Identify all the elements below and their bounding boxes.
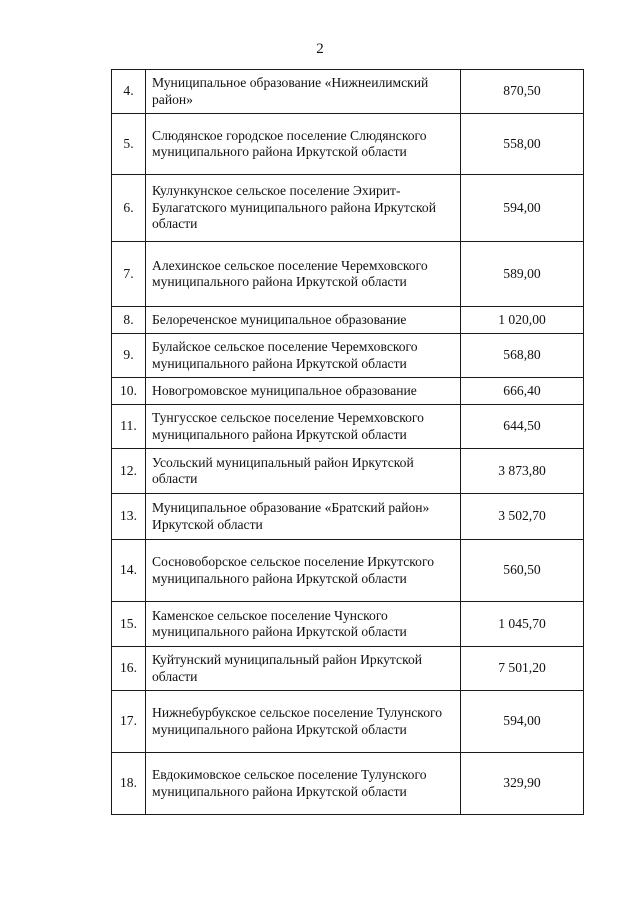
municipality-name: Нижнебурбукское сельское поселение Тулунского муниципального района Иркутской области <box>146 691 461 753</box>
page-number: 2 <box>316 41 324 57</box>
row-number: 9. <box>112 334 146 378</box>
amount-value: 870,50 <box>461 70 584 114</box>
table-row <box>112 405 584 449</box>
municipality-name: Алехинское сельское поселение Черемховского муниципального района Иркутской области <box>146 242 461 307</box>
row-number: 12. <box>112 449 146 494</box>
row-number: 7. <box>112 242 146 307</box>
row-number: 6. <box>112 175 146 242</box>
row-number: 4. <box>112 70 146 114</box>
amount-value: 589,00 <box>461 242 584 307</box>
amount-value: 558,00 <box>461 114 584 175</box>
amount-value: 644,50 <box>461 405 584 449</box>
municipality-name: Тунгусское сельское поселение Черемховского муниципального района Иркутской области <box>146 405 461 449</box>
municipality-name: Белореченское муниципальное образование <box>146 307 461 334</box>
row-number: 18. <box>112 753 146 815</box>
table-row <box>112 449 584 494</box>
municipality-name: Усольский муниципальный район Иркутской области <box>146 449 461 494</box>
amount-value: 568,80 <box>461 334 584 378</box>
row-number: 11. <box>112 405 146 449</box>
amount-value: 594,00 <box>461 175 584 242</box>
table-row <box>112 378 584 405</box>
table-row <box>112 753 584 815</box>
amount-value: 329,90 <box>461 753 584 815</box>
row-number: 13. <box>112 494 146 540</box>
municipality-name: Евдокимовское сельское поселение Тулунского муниципального района Иркутской области <box>146 753 461 815</box>
row-number: 15. <box>112 602 146 647</box>
table-row <box>112 307 584 334</box>
amount-value: 3 873,80 <box>461 449 584 494</box>
amount-value: 1 020,00 <box>461 307 584 334</box>
municipality-name: Слюдянское городское поселение Слюдянского муниципального района Иркутской области <box>146 114 461 175</box>
amount-value: 7 501,20 <box>461 647 584 691</box>
amount-value: 1 045,70 <box>461 602 584 647</box>
municipality-name: Муниципальное образование «Нижнеилимский район» <box>146 70 461 114</box>
municipality-name: Куйтунский муниципальный район Иркутской области <box>146 647 461 691</box>
row-number: 8. <box>112 307 146 334</box>
row-number: 16. <box>112 647 146 691</box>
allocation-table <box>111 69 584 815</box>
amount-value: 560,50 <box>461 540 584 602</box>
row-number: 14. <box>112 540 146 602</box>
table-row <box>112 334 584 378</box>
table-row <box>112 175 584 242</box>
table-row <box>112 540 584 602</box>
row-number: 5. <box>112 114 146 175</box>
table-row <box>112 70 584 114</box>
table-row <box>112 114 584 175</box>
amount-value: 3 502,70 <box>461 494 584 540</box>
municipality-name: Каменское сельское поселение Чунского муниципального района Иркутской области <box>146 602 461 647</box>
table-row <box>112 691 584 753</box>
row-number: 10. <box>112 378 146 405</box>
table-row <box>112 494 584 540</box>
municipality-name: Сосновоборское сельское поселение Иркутского муниципального района Иркутской области <box>146 540 461 602</box>
row-number: 17. <box>112 691 146 753</box>
table-row <box>112 602 584 647</box>
amount-value: 666,40 <box>461 378 584 405</box>
table-row <box>112 242 584 307</box>
municipality-name: Муниципальное образование «Братский район» Иркутской области <box>146 494 461 540</box>
table-row <box>112 647 584 691</box>
municipality-name: Новогромовское муниципальное образование <box>146 378 461 405</box>
amount-value: 594,00 <box>461 691 584 753</box>
municipality-name: Булайское сельское поселение Черемховского муниципального района Иркутской области <box>146 334 461 378</box>
municipality-name: Кулункунское сельское поселение Эхирит-Булагатского муниципального района Иркутской области <box>146 175 461 242</box>
